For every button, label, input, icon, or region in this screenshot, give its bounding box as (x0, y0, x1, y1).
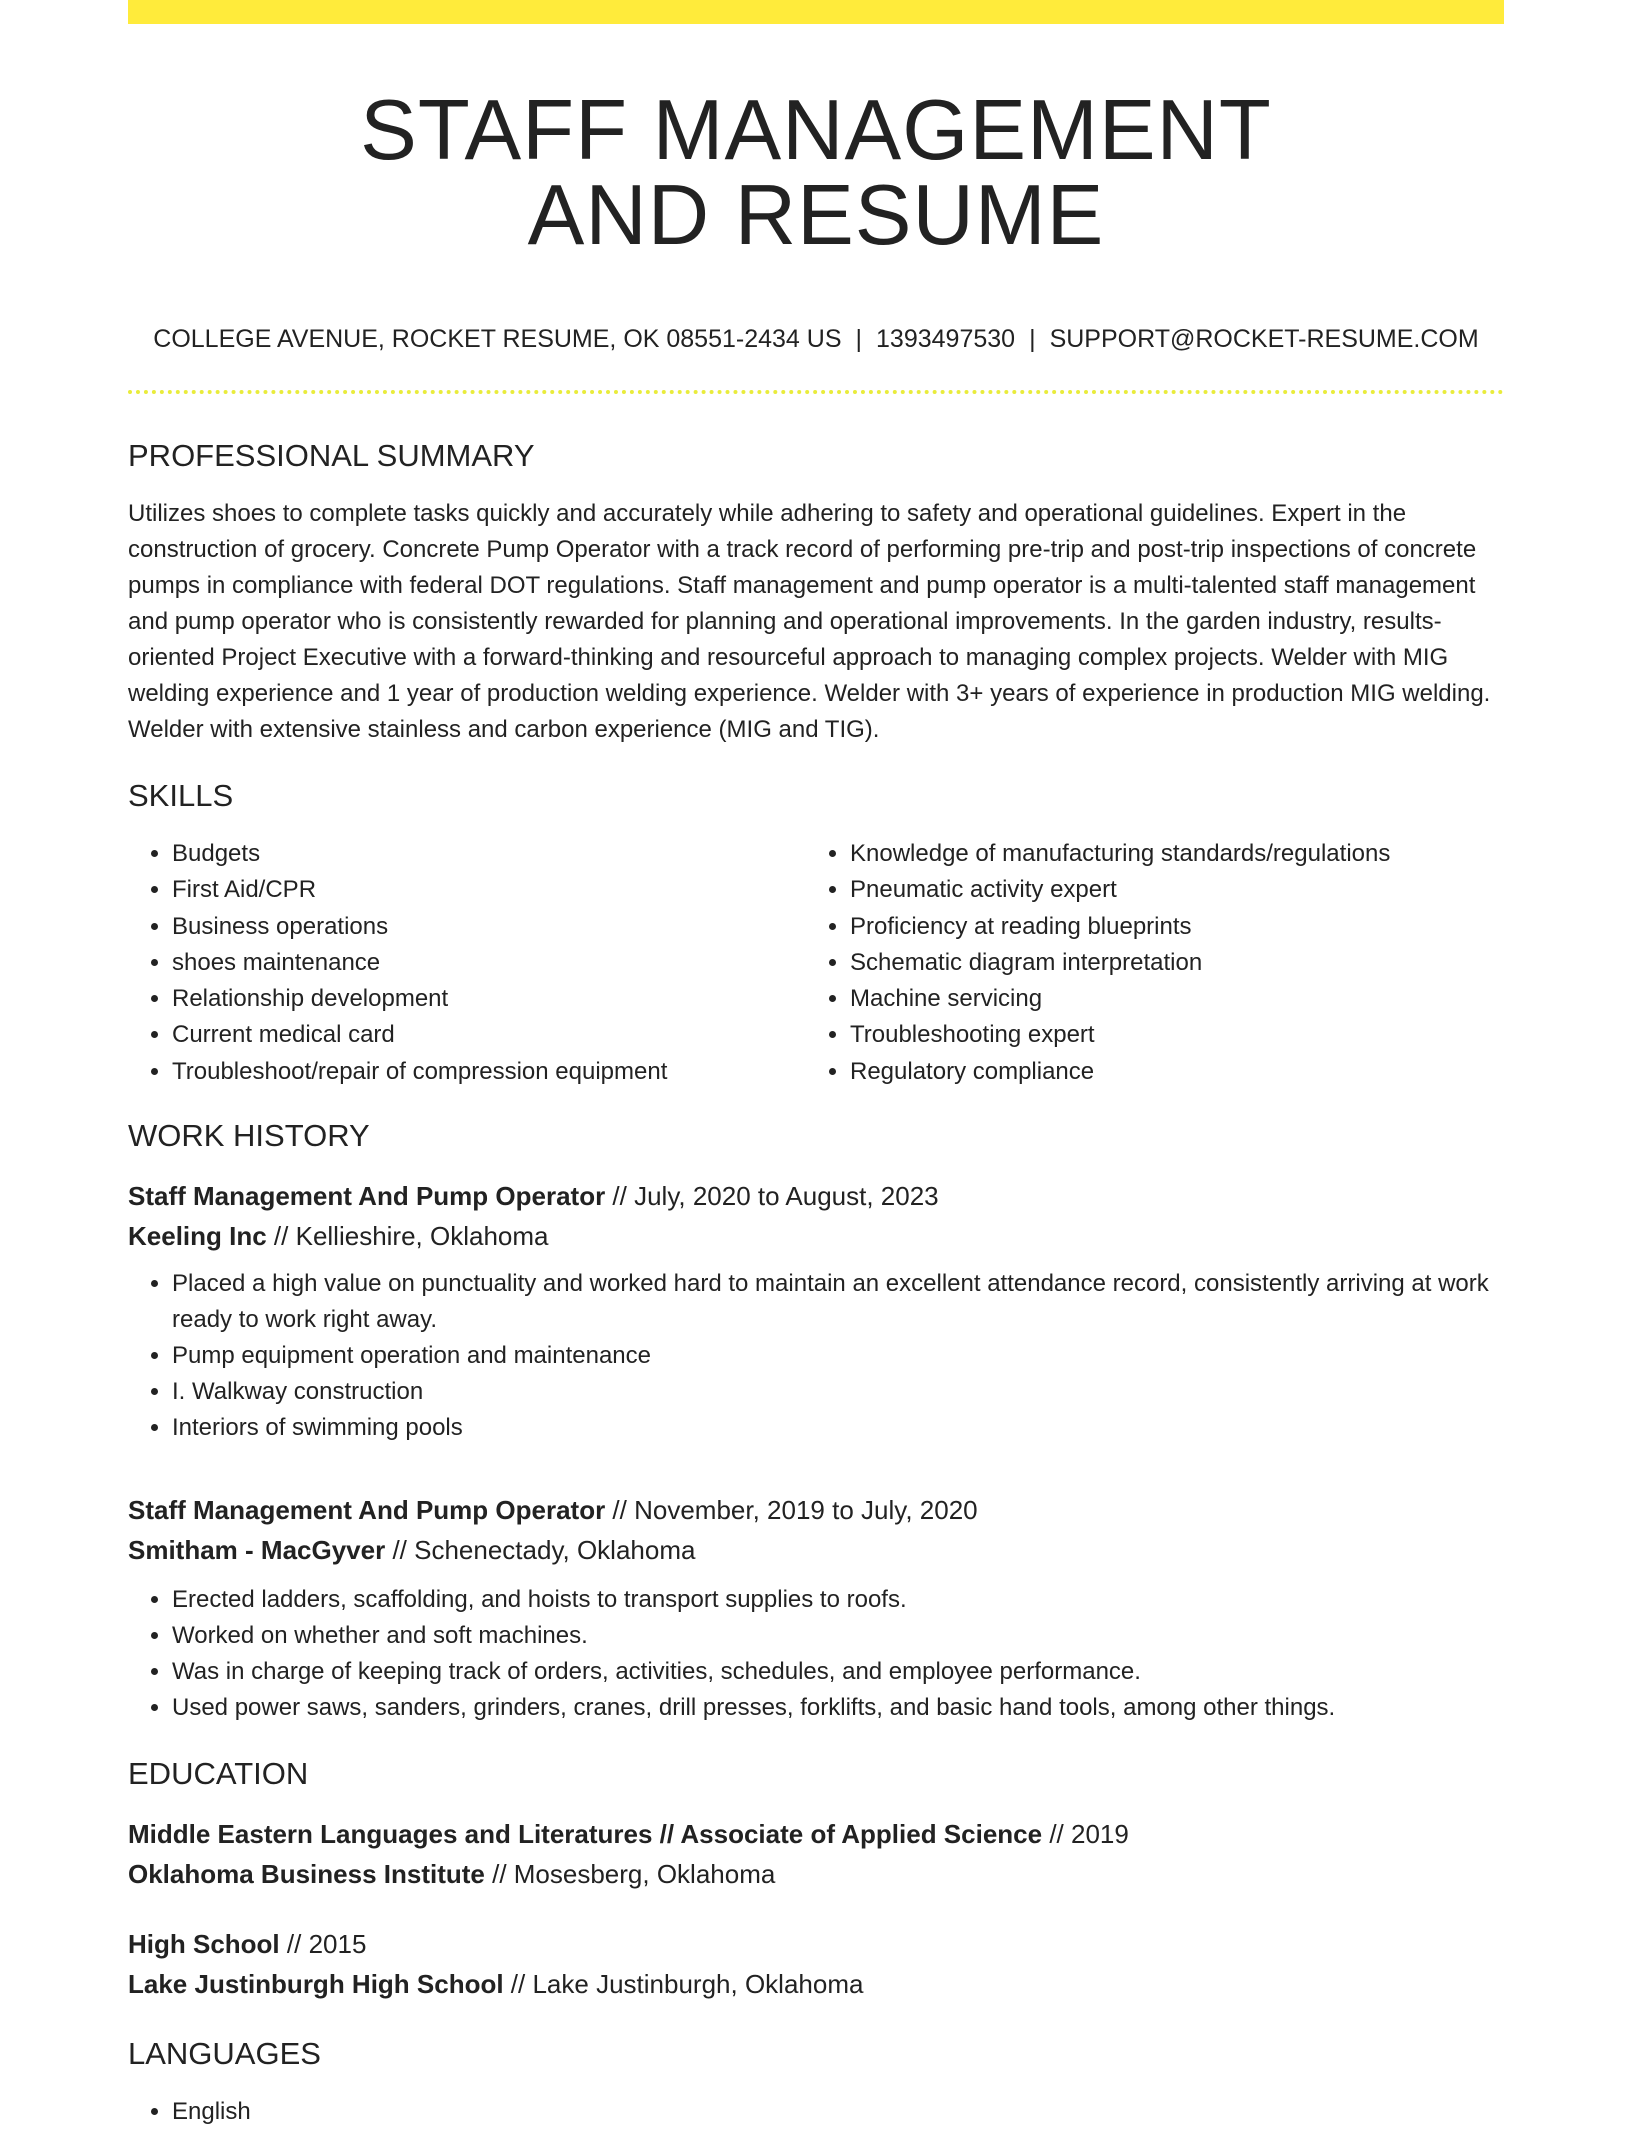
contact-separator: | (1029, 325, 1036, 353)
education-section (128, 1756, 1504, 2004)
job-bullets (128, 1266, 1504, 1446)
skills-heading: SKILLS (128, 778, 234, 813)
languages-section (128, 2036, 1504, 2130)
summary-text: Utilizes shoes to complete tasks quickly and accurately while adhering to safety and operational guidelines. Expert in the construction of grocery. Concrete Pump Operator with a track record of performing pre-trip and post-trip inspections of concrete pumps in compliance with federal DOT regulations. Staff management and pump operator is a multi-talented staff management and pump operator who is consistently rewarded for planning and operational improvements. In the garden industry, results-oriented Project Executive with a forward-thinking and resourceful approach to managing complex projects. Welder with MIG welding experience and 1 year of production welding experience. Welder with 3+ years of experience in production MIG welding. Welder with extensive stainless and carbon experience (MIG and TIG). (128, 500, 1491, 743)
job-entry (128, 1490, 1504, 1726)
contact-phone: 1393497530 (876, 325, 1016, 353)
education-school: Oklahoma Business Institute (128, 1859, 485, 1890)
skill-item: • Pneumatic activity expert (850, 872, 1490, 908)
job-role-line (128, 1176, 1504, 1216)
skill-item: • shoes maintenance (172, 945, 806, 981)
contact-email: SUPPORT@ROCKET-RESUME.COM (1049, 325, 1479, 353)
education-year: // 2015 (279, 1929, 367, 1960)
skill-item: • Regulatory compliance (850, 1054, 1490, 1090)
skills-list-right (806, 836, 1490, 1090)
education-degree-line (128, 1924, 1504, 1964)
skill-item: • Relationship development (172, 981, 806, 1017)
job-company: Smitham - MacGyver (128, 1535, 386, 1566)
education-heading: EDUCATION (128, 1756, 309, 1792)
summary-section (128, 438, 1504, 748)
skill-item: • Schematic diagram interpretation (850, 945, 1490, 981)
language-item: • English (172, 2094, 1504, 2130)
job-dates: // July, 2020 to August, 2023 (605, 1181, 939, 1212)
skills-columns (128, 836, 1504, 1090)
skill-item: • Troubleshoot/repair of compression equipment (172, 1054, 806, 1090)
job-company-line (128, 1216, 1504, 1256)
job-location: // Kellieshire, Oklahoma (266, 1221, 549, 1252)
education-degree-line (128, 1814, 1504, 1854)
job-bullet: • Used power saws, sanders, grinders, cranes, drill presses, forklifts, and basic hand tools, among other things. (172, 1690, 1504, 1726)
job-bullet: • Worked on whether and soft machines. (172, 1618, 1504, 1654)
skill-item: • Machine servicing (850, 981, 1490, 1017)
job-role-line (128, 1490, 1504, 1530)
dotted-divider (128, 390, 1504, 394)
work-history-section (128, 1118, 1504, 1726)
job-bullet: • Was in charge of keeping track of orders, activities, schedules, and employee performance. (172, 1654, 1504, 1690)
job-bullet: • Erected ladders, scaffolding, and hoists to transport supplies to roofs. (172, 1582, 1504, 1618)
summary-heading: PROFESSIONAL SUMMARY (128, 438, 535, 473)
job-location: // Schenectady, Oklahoma (385, 1535, 696, 1566)
skill-item: • Current medical card (172, 1017, 806, 1053)
education-entry (128, 1924, 1504, 2004)
skill-item: • Budgets (172, 836, 806, 872)
job-bullet: • Pump equipment operation and maintenance (172, 1338, 1504, 1374)
education-degree: High School (128, 1929, 280, 1960)
education-school-line (128, 1854, 1504, 1894)
skill-item: • First Aid/CPR (172, 872, 806, 908)
languages-list (128, 2094, 1504, 2130)
skills-list-left (128, 836, 806, 1090)
job-role: Staff Management And Pump Operator (128, 1495, 606, 1526)
skills-section (128, 778, 1504, 1090)
title-line-2: AND RESUME (527, 168, 1105, 263)
skill-item: • Proficiency at reading blueprints (850, 909, 1490, 945)
job-bullets (128, 1582, 1504, 1726)
resume-title (128, 83, 1504, 263)
languages-heading: LANGUAGES (128, 2036, 321, 2072)
education-year: // 2019 (1042, 1819, 1129, 1850)
education-school-line (128, 1964, 1504, 2004)
job-bullet: • I. Walkway construction (172, 1374, 1504, 1410)
contact-separator: | (855, 325, 863, 353)
job-dates: // November, 2019 to July, 2020 (605, 1495, 978, 1526)
resume-page (128, 0, 1504, 2130)
skill-item: • Knowledge of manufacturing standards/regulations (850, 836, 1490, 872)
job-company: Keeling Inc (128, 1221, 267, 1252)
title-line-1: STAFF MANAGEMENT (360, 83, 1272, 178)
education-school: Lake Justinburgh High School (128, 1969, 504, 2000)
job-role: Staff Management And Pump Operator (128, 1181, 606, 1212)
education-location: // Lake Justinburgh, Oklahoma (503, 1969, 864, 2000)
job-company-line (128, 1530, 1504, 1570)
accent-bar (128, 0, 1504, 24)
education-degree: Middle Eastern Languages and Literatures // Associate of Applied Science (128, 1819, 1043, 1850)
job-bullet: • Interiors of swimming pools (172, 1410, 1504, 1446)
skill-item: • Troubleshooting expert (850, 1017, 1490, 1053)
job-bullet: • Placed a high value on punctuality and worked hard to maintain an excellent attendance record, consistently arriving at work ready to work right away. (172, 1266, 1504, 1338)
education-entry (128, 1814, 1504, 1894)
job-entry (128, 1176, 1504, 1446)
contact-info (128, 324, 1504, 354)
work-history-heading: WORK HISTORY (128, 1118, 370, 1154)
contact-address: COLLEGE AVENUE, ROCKET RESUME, OK 08551-2434 US (153, 325, 842, 353)
education-location: // Mosesberg, Oklahoma (484, 1859, 776, 1890)
skill-item: • Business operations (172, 909, 806, 945)
